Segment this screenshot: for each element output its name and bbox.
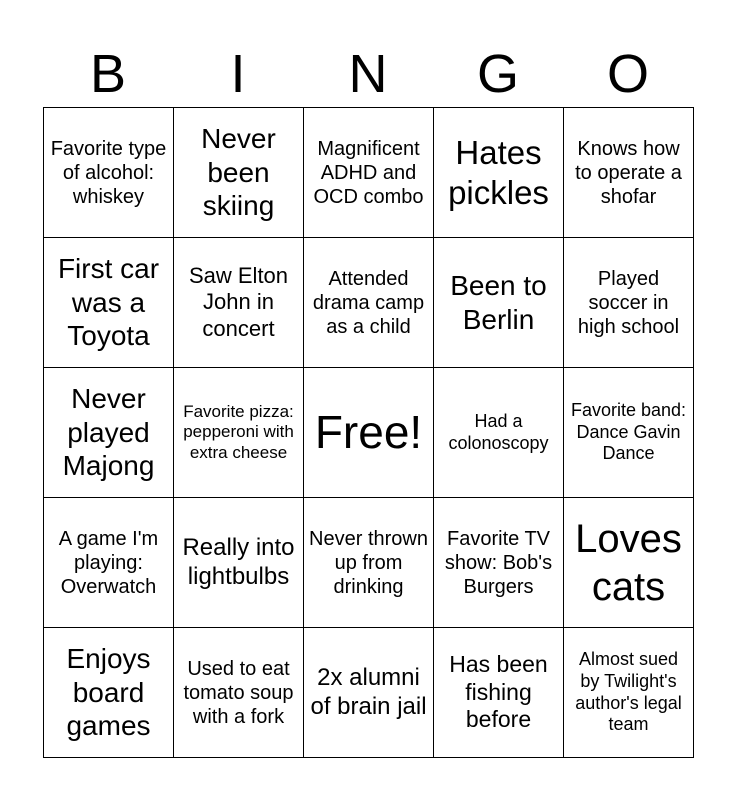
bingo-cell[interactable]: Never been skiing bbox=[174, 108, 304, 238]
bingo-cell[interactable]: Loves cats bbox=[564, 498, 694, 628]
bingo-card-grid bbox=[43, 107, 694, 758]
header-letter-i: I bbox=[230, 44, 246, 104]
bingo-cell[interactable]: Has been fishing before bbox=[434, 628, 564, 758]
bingo-cell[interactable]: Never played Majong bbox=[44, 368, 174, 498]
bingo-cell[interactable]: 2x alumni of brain jail bbox=[304, 628, 434, 758]
bingo-cell[interactable]: Knows how to operate a shofar bbox=[564, 108, 694, 238]
bingo-cell[interactable]: Magnificent ADHD and OCD combo bbox=[304, 108, 434, 238]
bingo-cell[interactable]: Favorite pizza: pepperoni with extra cheese bbox=[174, 368, 304, 498]
bingo-cell[interactable]: Favorite TV show: Bob's Burgers bbox=[434, 498, 564, 628]
bingo-row bbox=[44, 498, 694, 628]
bingo-cell[interactable]: Never thrown up from drinking bbox=[304, 498, 434, 628]
bingo-header bbox=[43, 42, 693, 106]
bingo-cell[interactable]: Favorite band: Dance Gavin Dance bbox=[564, 368, 694, 498]
bingo-cell[interactable]: Favorite type of alcohol: whiskey bbox=[44, 108, 174, 238]
header-letter-g: G bbox=[476, 44, 519, 104]
bingo-cell[interactable]: Played soccer in high school bbox=[564, 238, 694, 368]
bingo-cell[interactable]: Really into lightbulbs bbox=[174, 498, 304, 628]
bingo-cell[interactable]: Had a colonoscopy bbox=[434, 368, 564, 498]
header-letter-b: B bbox=[89, 44, 127, 104]
header-letter-n: N bbox=[348, 44, 388, 104]
bingo-row bbox=[44, 108, 694, 238]
bingo-cell[interactable]: Been to Berlin bbox=[434, 238, 564, 368]
bingo-cell[interactable]: Used to eat tomato soup with a fork bbox=[174, 628, 304, 758]
bingo-cell[interactable]: Hates pickles bbox=[434, 108, 564, 238]
bingo-row bbox=[44, 368, 694, 498]
bingo-cell[interactable]: A game I'm playing: Overwatch bbox=[44, 498, 174, 628]
bingo-row bbox=[44, 628, 694, 758]
bingo-cell[interactable]: Enjoys board games bbox=[44, 628, 174, 758]
bingo-row bbox=[44, 238, 694, 368]
bingo-cell[interactable]: Attended drama camp as a child bbox=[304, 238, 434, 368]
header-letter-o: O bbox=[606, 44, 649, 104]
free-space-cell[interactable]: Free! bbox=[304, 368, 434, 498]
bingo-cell[interactable]: First car was a Toyota bbox=[44, 238, 174, 368]
bingo-cell[interactable]: Almost sued by Twilight's author's legal team bbox=[564, 628, 694, 758]
bingo-cell[interactable]: Saw Elton John in concert bbox=[174, 238, 304, 368]
